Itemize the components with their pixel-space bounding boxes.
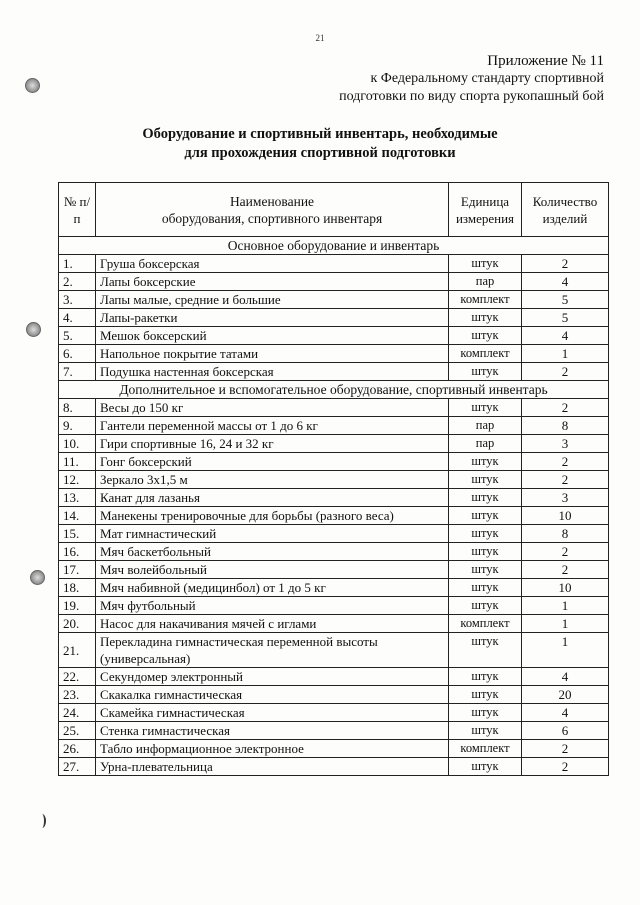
table-row <box>59 561 609 579</box>
cell-num: 21. <box>59 633 96 668</box>
cell-unit: штук <box>449 561 522 579</box>
cell-name: Подушка настенная боксерская <box>96 363 449 381</box>
cell-qty: 2 <box>522 399 609 417</box>
cell-unit: штук <box>449 597 522 615</box>
cell-unit: штук <box>449 309 522 327</box>
cell-qty: 4 <box>522 704 609 722</box>
cell-num: 2. <box>59 273 96 291</box>
cell-unit: штук <box>449 758 522 776</box>
cell-num: 7. <box>59 363 96 381</box>
cell-unit: пар <box>449 417 522 435</box>
cell-unit: комплект <box>449 615 522 633</box>
cell-unit: штук <box>449 399 522 417</box>
table-row <box>59 417 609 435</box>
appendix-line-1: Приложение № 11 <box>487 53 604 69</box>
cell-qty: 1 <box>522 633 609 668</box>
table-body <box>59 237 609 776</box>
cell-qty: 6 <box>522 722 609 740</box>
cell-qty: 4 <box>522 327 609 345</box>
header-name-line-2: оборудования, спортивного инвентаря <box>161 210 383 226</box>
punch-hole-icon <box>38 814 46 828</box>
table-row <box>59 435 609 453</box>
cell-unit: штук <box>449 489 522 507</box>
appendix-line-2: к Федеральному стандарту спортивной <box>370 71 604 86</box>
cell-name: Мяч футбольный <box>96 597 449 615</box>
cell-name: Мешок боксерский <box>96 327 449 345</box>
cell-name: Мяч набивной (медицинбол) от 1 до 5 кг <box>96 579 449 597</box>
cell-qty: 2 <box>522 758 609 776</box>
header-num: № п/п <box>59 183 96 237</box>
cell-qty: 2 <box>522 561 609 579</box>
cell-num: 14. <box>59 507 96 525</box>
header-qty: Количество изделий <box>522 183 609 237</box>
cell-num: 17. <box>59 561 96 579</box>
table-row <box>59 291 609 309</box>
table-header-row <box>59 183 609 237</box>
cell-num: 1. <box>59 255 96 273</box>
cell-unit: штук <box>449 543 522 561</box>
cell-qty: 2 <box>522 471 609 489</box>
cell-qty: 5 <box>522 309 609 327</box>
cell-name: Табло информационное электронное <box>96 740 449 758</box>
table-row <box>59 686 609 704</box>
table-row <box>59 399 609 417</box>
punch-hole-icon <box>30 570 45 585</box>
cell-qty: 2 <box>522 363 609 381</box>
appendix-header <box>339 52 604 106</box>
cell-name: Манекены тренировочные для борьбы (разного веса) <box>96 507 449 525</box>
cell-num: 4. <box>59 309 96 327</box>
document-title-line-1: Оборудование и спортивный инвентарь, необходимые <box>142 126 498 142</box>
header-name <box>96 183 449 237</box>
cell-name: Скакалка гимнастическая <box>96 686 449 704</box>
cell-unit: пар <box>449 273 522 291</box>
table-row <box>59 543 609 561</box>
cell-num: 5. <box>59 327 96 345</box>
cell-qty: 3 <box>522 489 609 507</box>
cell-name: Напольное покрытие татами <box>96 345 449 363</box>
section-row <box>59 381 609 399</box>
table-row <box>59 327 609 345</box>
table-row <box>59 758 609 776</box>
cell-unit: комплект <box>449 345 522 363</box>
cell-num: 11. <box>59 453 96 471</box>
cell-name: Лапы боксерские <box>96 273 449 291</box>
cell-num: 25. <box>59 722 96 740</box>
cell-unit: пар <box>449 435 522 453</box>
cell-unit: штук <box>449 453 522 471</box>
table-row <box>59 255 609 273</box>
section-row <box>59 237 609 255</box>
cell-name: Насос для накачивания мячей с иглами <box>96 615 449 633</box>
cell-num: 8. <box>59 399 96 417</box>
cell-num: 15. <box>59 525 96 543</box>
header-unit: Единица измерения <box>449 183 522 237</box>
cell-unit: штук <box>449 363 522 381</box>
cell-name: Канат для лазанья <box>96 489 449 507</box>
cell-qty: 4 <box>522 668 609 686</box>
cell-qty: 10 <box>522 507 609 525</box>
cell-qty: 2 <box>522 740 609 758</box>
cell-qty: 2 <box>522 453 609 471</box>
punch-hole-icon <box>26 322 41 337</box>
cell-num: 20. <box>59 615 96 633</box>
cell-name: Гантели переменной массы от 1 до 6 кг <box>96 417 449 435</box>
cell-name: Стенка гимнастическая <box>96 722 449 740</box>
cell-num: 12. <box>59 471 96 489</box>
table-row <box>59 525 609 543</box>
cell-num: 19. <box>59 597 96 615</box>
cell-name: Мат гимнастический <box>96 525 449 543</box>
cell-num: 3. <box>59 291 96 309</box>
cell-unit: штук <box>449 255 522 273</box>
table-row <box>59 597 609 615</box>
cell-qty: 10 <box>522 579 609 597</box>
cell-qty: 1 <box>522 345 609 363</box>
cell-qty: 4 <box>522 273 609 291</box>
cell-num: 24. <box>59 704 96 722</box>
cell-unit: комплект <box>449 291 522 309</box>
cell-num: 22. <box>59 668 96 686</box>
table-row <box>59 615 609 633</box>
cell-unit: штук <box>449 525 522 543</box>
cell-name: Лапы-ракетки <box>96 309 449 327</box>
cell-name: Урна-плевательница <box>96 758 449 776</box>
table-row <box>59 633 609 668</box>
cell-qty: 1 <box>522 597 609 615</box>
cell-qty: 5 <box>522 291 609 309</box>
cell-unit: штук <box>449 471 522 489</box>
cell-num: 10. <box>59 435 96 453</box>
cell-name: Гири спортивные 16, 24 и 32 кг <box>96 435 449 453</box>
table-row <box>59 309 609 327</box>
table-row <box>59 740 609 758</box>
document-title <box>0 125 640 163</box>
cell-name: Весы до 150 кг <box>96 399 449 417</box>
cell-unit: штук <box>449 704 522 722</box>
table-row <box>59 722 609 740</box>
table-row <box>59 471 609 489</box>
cell-name: Секундомер электронный <box>96 668 449 686</box>
cell-qty: 2 <box>522 255 609 273</box>
cell-unit: штук <box>449 507 522 525</box>
cell-name: Груша боксерская <box>96 255 449 273</box>
cell-name: Гонг боксерский <box>96 453 449 471</box>
table-row <box>59 453 609 471</box>
table-row <box>59 704 609 722</box>
cell-num: 23. <box>59 686 96 704</box>
cell-qty: 8 <box>522 525 609 543</box>
cell-unit: штук <box>449 668 522 686</box>
cell-name: Мяч волейбольный <box>96 561 449 579</box>
table-row <box>59 579 609 597</box>
cell-qty: 8 <box>522 417 609 435</box>
cell-name: Мяч баскетбольный <box>96 543 449 561</box>
section-title: Основное оборудование и инвентарь <box>59 237 609 255</box>
cell-num: 18. <box>59 579 96 597</box>
appendix-line-3: подготовки по виду спорта рукопашный бой <box>339 89 604 104</box>
table-row <box>59 363 609 381</box>
section-title: Дополнительное и вспомогательное оборудование, спортивный инвентарь <box>59 381 609 399</box>
cell-unit: штук <box>449 579 522 597</box>
cell-num: 16. <box>59 543 96 561</box>
cell-name: Скамейка гимнастическая <box>96 704 449 722</box>
page-number: 21 <box>315 33 325 43</box>
table-row <box>59 345 609 363</box>
cell-unit: штук <box>449 722 522 740</box>
table-row <box>59 273 609 291</box>
cell-unit: штук <box>449 686 522 704</box>
cell-name: Зеркало 3х1,5 м <box>96 471 449 489</box>
header-name-line-1: Наименование <box>229 193 315 209</box>
table-row <box>59 489 609 507</box>
punch-hole-icon <box>25 78 40 93</box>
cell-num: 6. <box>59 345 96 363</box>
cell-unit: штук <box>449 633 522 668</box>
cell-num: 27. <box>59 758 96 776</box>
cell-qty: 3 <box>522 435 609 453</box>
document-title-line-2: для прохождения спортивной подготовки <box>184 145 456 161</box>
table-row <box>59 507 609 525</box>
cell-qty: 20 <box>522 686 609 704</box>
cell-qty: 2 <box>522 543 609 561</box>
cell-unit: штук <box>449 327 522 345</box>
cell-num: 13. <box>59 489 96 507</box>
cell-num: 9. <box>59 417 96 435</box>
cell-qty: 1 <box>522 615 609 633</box>
equipment-table <box>58 182 609 776</box>
cell-name: Перекладина гимнастическая переменной высоты (универсальная) <box>96 633 449 668</box>
table-row <box>59 668 609 686</box>
cell-unit: комплект <box>449 740 522 758</box>
cell-num: 26. <box>59 740 96 758</box>
cell-name: Лапы малые, средние и большие <box>96 291 449 309</box>
